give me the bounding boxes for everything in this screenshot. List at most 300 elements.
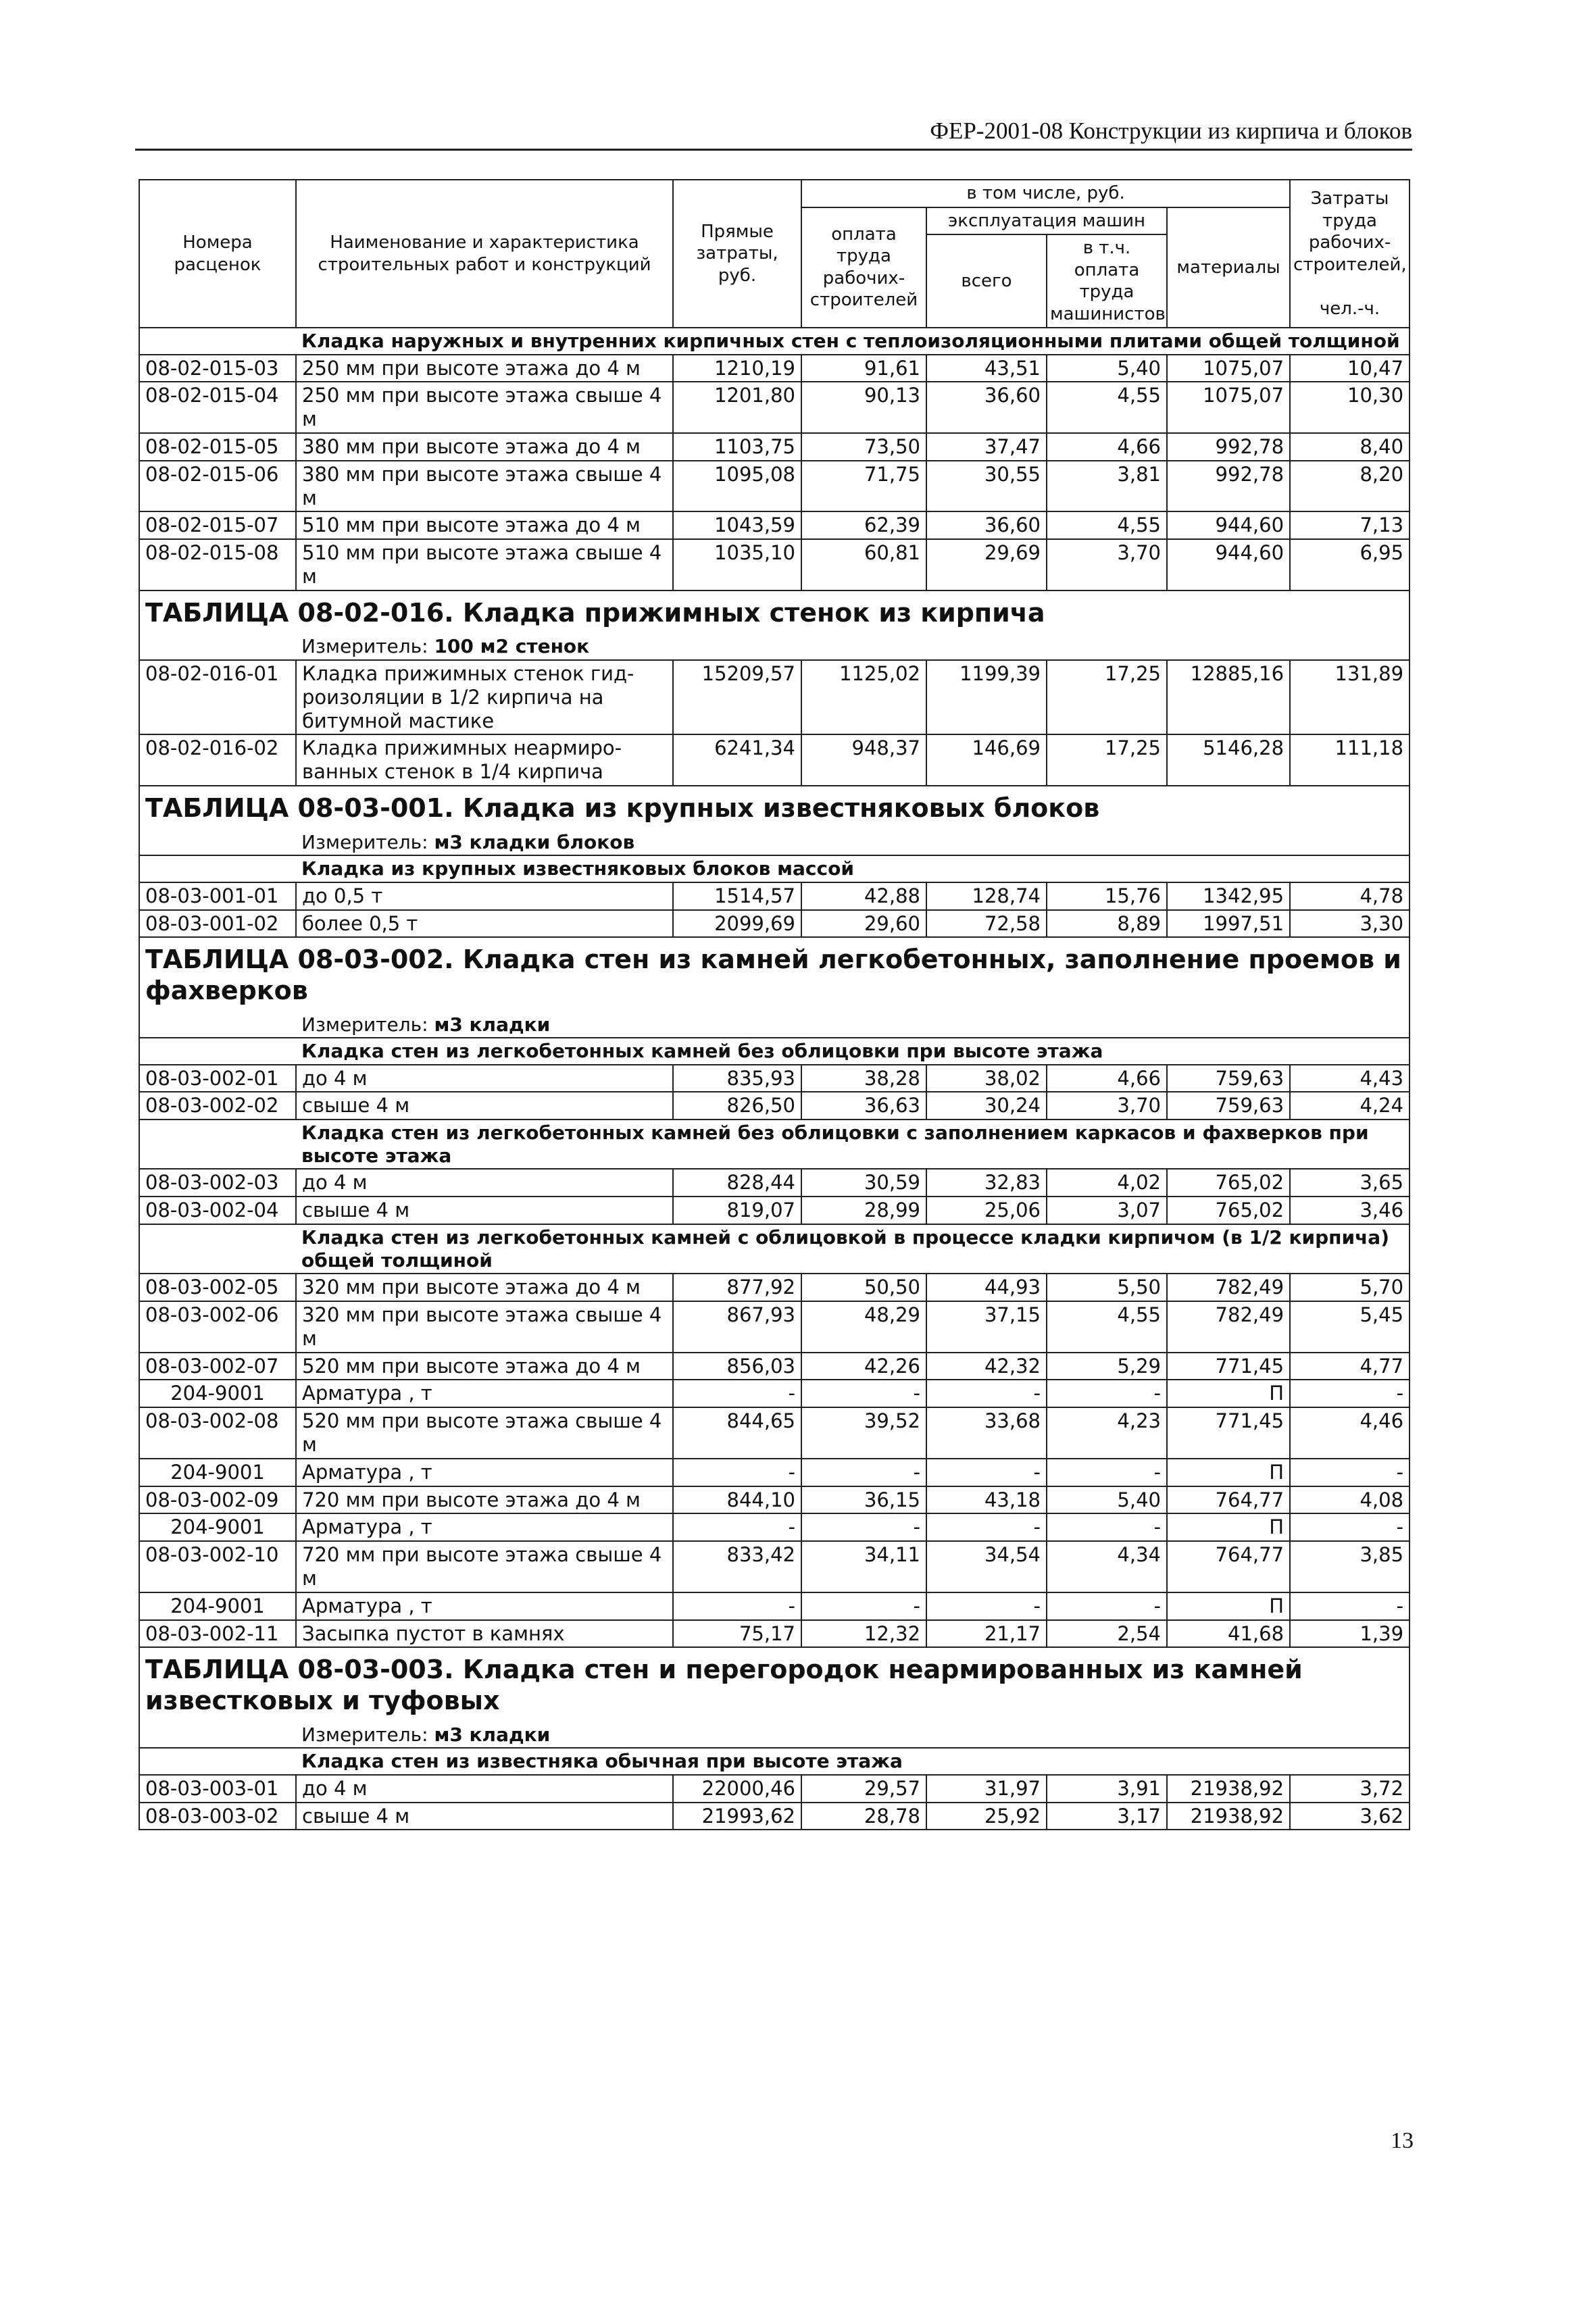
value-materials: 5146,28	[1167, 734, 1290, 786]
value-direct: 15209,57	[673, 660, 801, 734]
value-hours: 3,30	[1290, 910, 1410, 938]
resource-value: П	[1167, 1380, 1290, 1407]
table-header	[139, 180, 1410, 328]
value-materials: 41,68	[1167, 1620, 1290, 1648]
section-subheading	[139, 1120, 1410, 1169]
value-labor: 42,88	[801, 882, 926, 910]
rate-code: 08-03-002-04	[139, 1197, 296, 1224]
value-mtotal: 37,47	[926, 433, 1047, 461]
spacer-cell	[139, 1038, 296, 1065]
col-header-name: Наименование и характеристика строительных работ и конструкций	[296, 180, 673, 328]
table-body	[139, 328, 1410, 1830]
value-mtotal: 33,68	[926, 1407, 1047, 1459]
value-labor: 90,13	[801, 382, 926, 433]
value-labor: 62,39	[801, 511, 926, 539]
value-hours: 10,30	[1290, 382, 1410, 433]
value-labor: 50,50	[801, 1274, 926, 1301]
work-name: свыше 4 м	[296, 1803, 673, 1830]
table-row	[139, 1803, 1410, 1830]
resource-value: -	[926, 1592, 1047, 1620]
value-labor: 12,32	[801, 1620, 926, 1648]
work-name: более 0,5 т	[296, 910, 673, 938]
value-direct: 1035,10	[673, 539, 801, 590]
value-materials: 764,77	[1167, 1541, 1290, 1592]
rate-code: 08-03-002-09	[139, 1486, 296, 1514]
section-subheading	[139, 855, 1410, 882]
value-mlabor: 2,54	[1047, 1620, 1167, 1648]
value-hours: 111,18	[1290, 734, 1410, 786]
table-section-title	[139, 1647, 1410, 1719]
value-materials: 1997,51	[1167, 910, 1290, 938]
table-row	[139, 1092, 1410, 1120]
measure-label: Измеритель:	[301, 830, 428, 853]
value-mlabor: 4,55	[1047, 1301, 1167, 1353]
section-title-text: ТАБЛИЦА 08-02-016. Кладка прижимных стенок из кирпича	[139, 590, 1410, 632]
labor-cost-unit: чел.-ч.	[1319, 298, 1380, 319]
col-header-machines: эксплуатация машин	[926, 207, 1167, 235]
value-labor: 71,75	[801, 461, 926, 512]
work-name: 720 мм при высоте этажа свыше 4 м	[296, 1541, 673, 1592]
work-name: 380 мм при высоте этажа до 4 м	[296, 433, 673, 461]
col-header-machinists-labor: в т.ч. оплата труда машинистов	[1047, 234, 1167, 328]
table-row	[139, 461, 1410, 512]
col-header-machines-total: всего	[926, 234, 1047, 328]
value-materials: 21938,92	[1167, 1803, 1290, 1830]
value-direct: 856,03	[673, 1353, 801, 1380]
value-mtotal: 128,74	[926, 882, 1047, 910]
value-hours: 4,78	[1290, 882, 1410, 910]
value-direct: 1095,08	[673, 461, 801, 512]
value-materials: 759,63	[1167, 1065, 1290, 1092]
value-materials: 771,45	[1167, 1353, 1290, 1380]
resource-value: -	[1290, 1592, 1410, 1620]
value-hours: 10,47	[1290, 355, 1410, 382]
resource-value: П	[1167, 1459, 1290, 1486]
section-subheading	[139, 1038, 1410, 1065]
value-materials: 765,02	[1167, 1197, 1290, 1224]
resource-row	[139, 1592, 1410, 1620]
value-mlabor: 4,55	[1047, 382, 1167, 433]
resource-name: Арматура , т	[296, 1513, 673, 1541]
value-hours: 8,20	[1290, 461, 1410, 512]
value-materials: 764,77	[1167, 1486, 1290, 1514]
measure-value: м3 кладки	[434, 1723, 551, 1746]
resource-name: Арматура , т	[296, 1592, 673, 1620]
value-mlabor: 17,25	[1047, 734, 1167, 786]
resource-code: 204-9001	[139, 1380, 296, 1407]
value-mtotal: 34,54	[926, 1541, 1047, 1592]
value-mtotal: 36,60	[926, 382, 1047, 433]
value-mlabor: 4,55	[1047, 511, 1167, 539]
work-name: Кладка прижимных стенок гид-роизоляции в 1/2 кирпича на битумной мастике	[296, 660, 673, 734]
resource-value: -	[1290, 1513, 1410, 1541]
value-hours: 4,43	[1290, 1065, 1410, 1092]
value-labor: 48,29	[801, 1301, 926, 1353]
work-name: Кладка прижимных неармиро-ванных стенок в 1/4 кирпича	[296, 734, 673, 786]
section-subheading	[139, 1224, 1410, 1274]
value-direct: 835,93	[673, 1065, 801, 1092]
value-mtotal: 30,55	[926, 461, 1047, 512]
resource-value: -	[1047, 1459, 1167, 1486]
value-mlabor: 17,25	[1047, 660, 1167, 734]
measure-row	[139, 1009, 1410, 1038]
value-mtotal: 30,24	[926, 1092, 1047, 1120]
value-materials: 21938,92	[1167, 1775, 1290, 1803]
measure-label: Измеритель:	[301, 635, 428, 658]
page-number: 13	[1391, 2128, 1414, 2153]
value-labor: 948,37	[801, 734, 926, 786]
rate-code: 08-03-003-02	[139, 1803, 296, 1830]
resource-row	[139, 1459, 1410, 1486]
rate-code: 08-02-015-06	[139, 461, 296, 512]
work-name: 250 мм при высоте этажа до 4 м	[296, 355, 673, 382]
table-row	[139, 1169, 1410, 1197]
subheading-text: Кладка стен из легкобетонных камней без облицовки с заполнением каркасов и фахверков при высоте этажа	[296, 1120, 1410, 1169]
work-name: 510 мм при высоте этажа свыше 4 м	[296, 539, 673, 590]
work-name: Засыпка пустот в камнях	[296, 1620, 673, 1648]
rates-table	[139, 179, 1410, 1830]
resource-row	[139, 1380, 1410, 1407]
value-hours: 3,65	[1290, 1169, 1410, 1197]
value-labor: 34,11	[801, 1541, 926, 1592]
value-labor: 30,59	[801, 1169, 926, 1197]
value-hours: 131,89	[1290, 660, 1410, 734]
value-materials: 944,60	[1167, 511, 1290, 539]
subheading-text: Кладка стен из легкобетонных камней без облицовки при высоте этажа	[296, 1038, 1410, 1065]
spacer-cell	[139, 1009, 296, 1038]
resource-value: -	[673, 1592, 801, 1620]
value-direct: 1210,19	[673, 355, 801, 382]
table-row	[139, 433, 1410, 461]
rate-code: 08-03-002-11	[139, 1620, 296, 1648]
value-materials: 765,02	[1167, 1169, 1290, 1197]
value-mtotal: 36,60	[926, 511, 1047, 539]
value-labor: 73,50	[801, 433, 926, 461]
value-direct: 819,07	[673, 1197, 801, 1224]
table-row	[139, 1620, 1410, 1648]
work-name: до 0,5 т	[296, 882, 673, 910]
value-mtotal: 146,69	[926, 734, 1047, 786]
rate-code: 08-03-002-08	[139, 1407, 296, 1459]
measure-row	[139, 1719, 1410, 1749]
value-mtotal: 37,15	[926, 1301, 1047, 1353]
resource-value: -	[1047, 1513, 1167, 1541]
resource-value: -	[1290, 1380, 1410, 1407]
value-labor: 28,99	[801, 1197, 926, 1224]
spacer-cell	[139, 1748, 296, 1775]
value-mtotal: 72,58	[926, 910, 1047, 938]
value-hours: 4,77	[1290, 1353, 1410, 1380]
value-mlabor: 5,50	[1047, 1274, 1167, 1301]
rate-code: 08-03-002-01	[139, 1065, 296, 1092]
value-labor: 42,26	[801, 1353, 926, 1380]
value-mlabor: 5,29	[1047, 1353, 1167, 1380]
resource-code: 204-9001	[139, 1459, 296, 1486]
subheading-text: Кладка стен из легкобетонных камней с облицовкой в процессе кладки кирпичом (в 1/2 кирпича) общей толщиной	[296, 1224, 1410, 1274]
value-mtotal: 25,92	[926, 1803, 1047, 1830]
value-direct: 75,17	[673, 1620, 801, 1648]
value-labor: 28,78	[801, 1803, 926, 1830]
spacer-cell	[139, 1224, 296, 1274]
resource-value: -	[1047, 1380, 1167, 1407]
measure-value: м3 кладки	[434, 1013, 551, 1036]
value-mtotal: 32,83	[926, 1169, 1047, 1197]
value-materials: 759,63	[1167, 1092, 1290, 1120]
value-labor: 38,28	[801, 1065, 926, 1092]
value-mlabor: 3,17	[1047, 1803, 1167, 1830]
col-header-materials: материалы	[1167, 207, 1290, 328]
table-row	[139, 1197, 1410, 1224]
value-materials: 782,49	[1167, 1274, 1290, 1301]
value-direct: 867,93	[673, 1301, 801, 1353]
value-direct: 877,92	[673, 1274, 801, 1301]
value-labor: 36,15	[801, 1486, 926, 1514]
value-labor: 39,52	[801, 1407, 926, 1459]
value-materials: 1342,95	[1167, 882, 1290, 910]
resource-value: -	[673, 1380, 801, 1407]
value-materials: 944,60	[1167, 539, 1290, 590]
value-hours: 4,24	[1290, 1092, 1410, 1120]
table-section-title	[139, 590, 1410, 632]
value-direct: 2099,69	[673, 910, 801, 938]
resource-row	[139, 1513, 1410, 1541]
value-mlabor: 3,91	[1047, 1775, 1167, 1803]
work-name: 720 мм при высоте этажа до 4 м	[296, 1486, 673, 1514]
work-name: 320 мм при высоте этажа до 4 м	[296, 1274, 673, 1301]
table-row	[139, 1486, 1410, 1514]
rate-code: 08-03-003-01	[139, 1775, 296, 1803]
resource-value: -	[801, 1380, 926, 1407]
table-row	[139, 539, 1410, 590]
value-mtotal: 38,02	[926, 1065, 1047, 1092]
value-mtotal: 1199,39	[926, 660, 1047, 734]
value-labor: 1125,02	[801, 660, 926, 734]
value-materials: 992,78	[1167, 461, 1290, 512]
value-mlabor: 3,70	[1047, 1092, 1167, 1120]
value-direct: 828,44	[673, 1169, 801, 1197]
value-mlabor: 4,66	[1047, 433, 1167, 461]
rate-code: 08-02-015-07	[139, 511, 296, 539]
resource-code: 204-9001	[139, 1592, 296, 1620]
resource-value: -	[801, 1592, 926, 1620]
rate-code: 08-03-001-02	[139, 910, 296, 938]
work-name: до 4 м	[296, 1775, 673, 1803]
spacer-cell	[139, 328, 296, 355]
value-materials: 782,49	[1167, 1301, 1290, 1353]
value-direct: 1043,59	[673, 511, 801, 539]
document-title: ФЕР-2001-08 Конструкции из кирпича и блоков	[930, 118, 1412, 144]
rates-table-container	[139, 179, 1409, 1830]
value-mtotal: 43,18	[926, 1486, 1047, 1514]
value-mtotal: 31,97	[926, 1775, 1047, 1803]
measure-row	[139, 631, 1410, 660]
value-direct: 1514,57	[673, 882, 801, 910]
work-name: 510 мм при высоте этажа до 4 м	[296, 511, 673, 539]
value-direct: 844,10	[673, 1486, 801, 1514]
resource-value: -	[1047, 1592, 1167, 1620]
resource-value: -	[1290, 1459, 1410, 1486]
spacer-cell	[139, 1120, 296, 1169]
value-materials: 992,78	[1167, 433, 1290, 461]
measure-value: 100 м2 стенок	[434, 635, 590, 658]
value-mlabor: 5,40	[1047, 1486, 1167, 1514]
rate-code: 08-03-002-02	[139, 1092, 296, 1120]
rate-code: 08-02-015-04	[139, 382, 296, 433]
value-hours: 4,08	[1290, 1486, 1410, 1514]
value-direct: 21993,62	[673, 1803, 801, 1830]
rate-code: 08-02-015-05	[139, 433, 296, 461]
value-mtotal: 44,93	[926, 1274, 1047, 1301]
section-title-text: ТАБЛИЦА 08-03-003. Кладка стен и перегородок неармированных из камней известковых и туфовых	[139, 1647, 1410, 1719]
table-row	[139, 910, 1410, 938]
rate-code: 08-02-015-08	[139, 539, 296, 590]
resource-value: -	[673, 1513, 801, 1541]
resource-value: -	[801, 1513, 926, 1541]
value-direct: 833,42	[673, 1541, 801, 1592]
spacer-cell	[139, 855, 296, 882]
table-row	[139, 1407, 1410, 1459]
table-row	[139, 511, 1410, 539]
table-row	[139, 1274, 1410, 1301]
value-hours: 1,39	[1290, 1620, 1410, 1648]
spacer-cell	[139, 827, 296, 856]
section-subheading	[139, 1748, 1410, 1775]
value-mtotal: 21,17	[926, 1620, 1047, 1648]
resource-value: -	[673, 1459, 801, 1486]
value-hours: 8,40	[1290, 433, 1410, 461]
rate-code: 08-02-016-01	[139, 660, 296, 734]
work-name: свыше 4 м	[296, 1092, 673, 1120]
table-row	[139, 382, 1410, 433]
spacer-cell	[139, 631, 296, 660]
measure-label: Измеритель:	[301, 1723, 428, 1746]
section-title-text: ТАБЛИЦА 08-03-002. Кладка стен из камней легкобетонных, заполнение проемов и фахверков	[139, 937, 1410, 1009]
table-row	[139, 1065, 1410, 1092]
resource-value: -	[926, 1513, 1047, 1541]
section-subheading	[139, 328, 1410, 355]
work-name: 380 мм при высоте этажа свыше 4 м	[296, 461, 673, 512]
value-hours: 3,46	[1290, 1197, 1410, 1224]
value-mtotal: 43,51	[926, 355, 1047, 382]
col-header-direct: Прямые затраты, руб.	[673, 180, 801, 328]
value-hours: 3,62	[1290, 1803, 1410, 1830]
col-header-labor-cost: Затраты труда рабочих-строителей, чел.-ч.	[1290, 180, 1410, 328]
work-name: 320 мм при высоте этажа свыше 4 м	[296, 1301, 673, 1353]
value-hours: 4,46	[1290, 1407, 1410, 1459]
value-labor: 36,63	[801, 1092, 926, 1120]
resource-code: 204-9001	[139, 1513, 296, 1541]
table-row	[139, 734, 1410, 786]
rate-code: 08-03-001-01	[139, 882, 296, 910]
value-mlabor: 3,81	[1047, 461, 1167, 512]
resource-name: Арматура , т	[296, 1380, 673, 1407]
spacer-cell	[139, 1719, 296, 1749]
value-mlabor: 4,66	[1047, 1065, 1167, 1092]
table-row	[139, 660, 1410, 734]
value-labor: 29,57	[801, 1775, 926, 1803]
col-header-labor: оплата труда рабочих-строителей	[801, 207, 926, 328]
value-direct: 6241,34	[673, 734, 801, 786]
measure-text	[296, 1009, 1410, 1038]
table-row	[139, 1541, 1410, 1592]
section-title-text: ТАБЛИЦА 08-03-001. Кладка из крупных известняковых блоков	[139, 786, 1410, 827]
value-hours: 6,95	[1290, 539, 1410, 590]
measure-value: м3 кладки блоков	[434, 830, 635, 853]
table-section-title	[139, 937, 1410, 1009]
value-materials: 12885,16	[1167, 660, 1290, 734]
subheading-text: Кладка из крупных известняковых блоков массой	[296, 855, 1410, 882]
measure-label: Измеритель:	[301, 1013, 428, 1036]
resource-value: -	[926, 1380, 1047, 1407]
table-row	[139, 882, 1410, 910]
resource-value: П	[1167, 1513, 1290, 1541]
subheading-text: Кладка наружных и внутренних кирпичных стен с теплоизоляционными плитами общей толщиной	[296, 328, 1410, 355]
rate-code: 08-02-016-02	[139, 734, 296, 786]
rate-code: 08-03-002-05	[139, 1274, 296, 1301]
value-materials: 1075,07	[1167, 355, 1290, 382]
table-row	[139, 1353, 1410, 1380]
value-mlabor: 4,02	[1047, 1169, 1167, 1197]
work-name: 250 мм при высоте этажа свыше 4 м	[296, 382, 673, 433]
value-labor: 29,60	[801, 910, 926, 938]
work-name: свыше 4 м	[296, 1197, 673, 1224]
value-materials: 771,45	[1167, 1407, 1290, 1459]
rate-code: 08-03-002-07	[139, 1353, 296, 1380]
rate-code: 08-03-002-06	[139, 1301, 296, 1353]
table-section-title	[139, 786, 1410, 827]
table-row	[139, 355, 1410, 382]
value-hours: 7,13	[1290, 511, 1410, 539]
subheading-text: Кладка стен из известняка обычная при высоте этажа	[296, 1748, 1410, 1775]
value-hours: 3,72	[1290, 1775, 1410, 1803]
value-direct: 1201,80	[673, 382, 801, 433]
table-row	[139, 1775, 1410, 1803]
value-direct: 844,65	[673, 1407, 801, 1459]
value-mtotal: 42,32	[926, 1353, 1047, 1380]
value-mtotal: 25,06	[926, 1197, 1047, 1224]
resource-name: Арматура , т	[296, 1459, 673, 1486]
work-name: до 4 м	[296, 1169, 673, 1197]
value-mlabor: 3,70	[1047, 539, 1167, 590]
value-mlabor: 4,23	[1047, 1407, 1167, 1459]
resource-value: -	[926, 1459, 1047, 1486]
value-direct: 1103,75	[673, 433, 801, 461]
rate-code: 08-03-002-10	[139, 1541, 296, 1592]
value-hours: 5,70	[1290, 1274, 1410, 1301]
value-mlabor: 3,07	[1047, 1197, 1167, 1224]
value-direct: 22000,46	[673, 1775, 801, 1803]
value-direct: 826,50	[673, 1092, 801, 1120]
value-hours: 5,45	[1290, 1301, 1410, 1353]
measure-text	[296, 827, 1410, 856]
work-name: 520 мм при высоте этажа свыше 4 м	[296, 1407, 673, 1459]
measure-text	[296, 631, 1410, 660]
value-mlabor: 5,40	[1047, 355, 1167, 382]
table-row	[139, 1301, 1410, 1353]
work-name: 520 мм при высоте этажа до 4 м	[296, 1353, 673, 1380]
work-name: до 4 м	[296, 1065, 673, 1092]
resource-value: П	[1167, 1592, 1290, 1620]
col-header-codes: Номера расценок	[139, 180, 296, 328]
measure-text	[296, 1719, 1410, 1749]
value-mlabor: 8,89	[1047, 910, 1167, 938]
value-mlabor: 4,34	[1047, 1541, 1167, 1592]
value-labor: 91,61	[801, 355, 926, 382]
rate-code: 08-03-002-03	[139, 1169, 296, 1197]
measure-row	[139, 827, 1410, 856]
page-header	[135, 115, 1412, 151]
rate-code: 08-02-015-03	[139, 355, 296, 382]
